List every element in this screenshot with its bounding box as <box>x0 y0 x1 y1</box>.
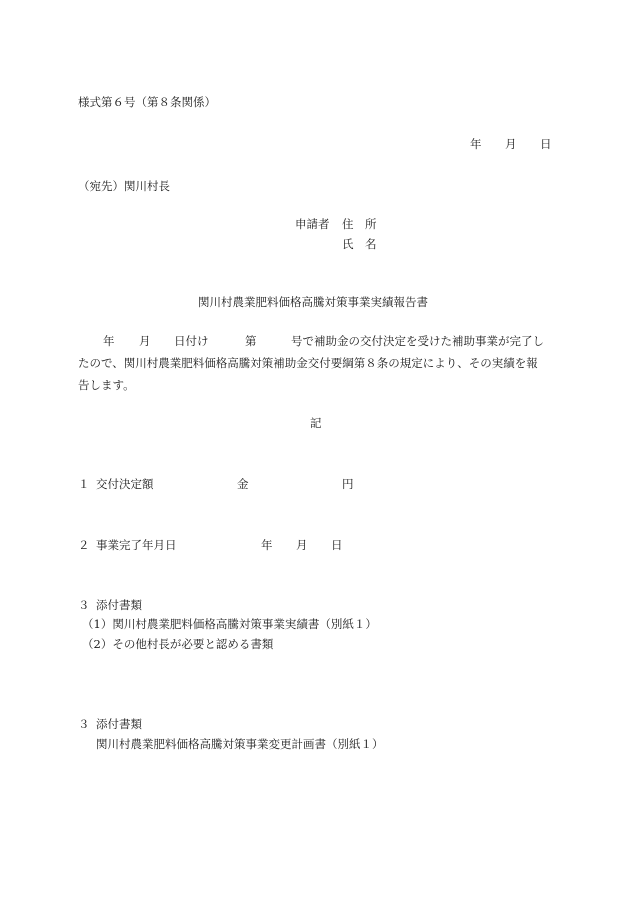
document-title: 関川村農業肥料価格高騰対策事業実績報告書 <box>198 295 428 309</box>
attachment-entry: 関川村農業肥料価格高騰対策事業変更計画書（別紙１） <box>96 737 384 751</box>
item-number: １ <box>78 477 90 491</box>
completion-day: 日 <box>331 538 343 552</box>
completion-month: 月 <box>296 538 308 552</box>
date-day: 日 <box>540 137 552 151</box>
kin-label: 金 <box>237 477 249 491</box>
name-label: 氏 名 <box>342 237 377 251</box>
applicant-label: 申請者 <box>295 217 330 231</box>
addressee: （宛先）関川村長 <box>78 179 170 193</box>
item-number: ３ <box>78 598 90 612</box>
date-month: 月 <box>505 137 517 151</box>
item-number: ３ <box>78 717 90 731</box>
body-month: 月 <box>139 334 151 348</box>
date-year: 年 <box>470 137 482 151</box>
item-number: ２ <box>78 538 90 552</box>
attachment-entry: （1）関川村農業肥料価格高騰対策事業実績書（別紙１） <box>82 617 377 631</box>
item-label: 添付書類 <box>96 598 142 612</box>
body-day-sent: 日付け <box>174 334 209 348</box>
yen-label: 円 <box>342 477 354 491</box>
completion-year: 年 <box>261 538 273 552</box>
body-line1-rest: 号で補助金の交付決定を受けた補助事業が完了し <box>291 334 544 348</box>
item-label: 事業完了年月日 <box>96 538 177 552</box>
address-label: 住 所 <box>342 217 377 231</box>
item-label: 交付決定額 <box>96 477 154 491</box>
attachment-entry: （2）その他村長が必要と認める書類 <box>82 637 274 651</box>
form-number-label: 様式第６号（第８条関係） <box>78 95 216 109</box>
ki-heading: 記 <box>310 416 322 430</box>
body-line2: たので、関川村農業肥料価格高騰対策補助金交付要綱第８条の規定により、その実績を報 <box>78 356 538 370</box>
body-dai: 第 <box>245 334 257 348</box>
body-line3: 告します。 <box>78 378 135 392</box>
item-label: 添付書類 <box>96 717 142 731</box>
body-year: 年 <box>103 334 115 348</box>
